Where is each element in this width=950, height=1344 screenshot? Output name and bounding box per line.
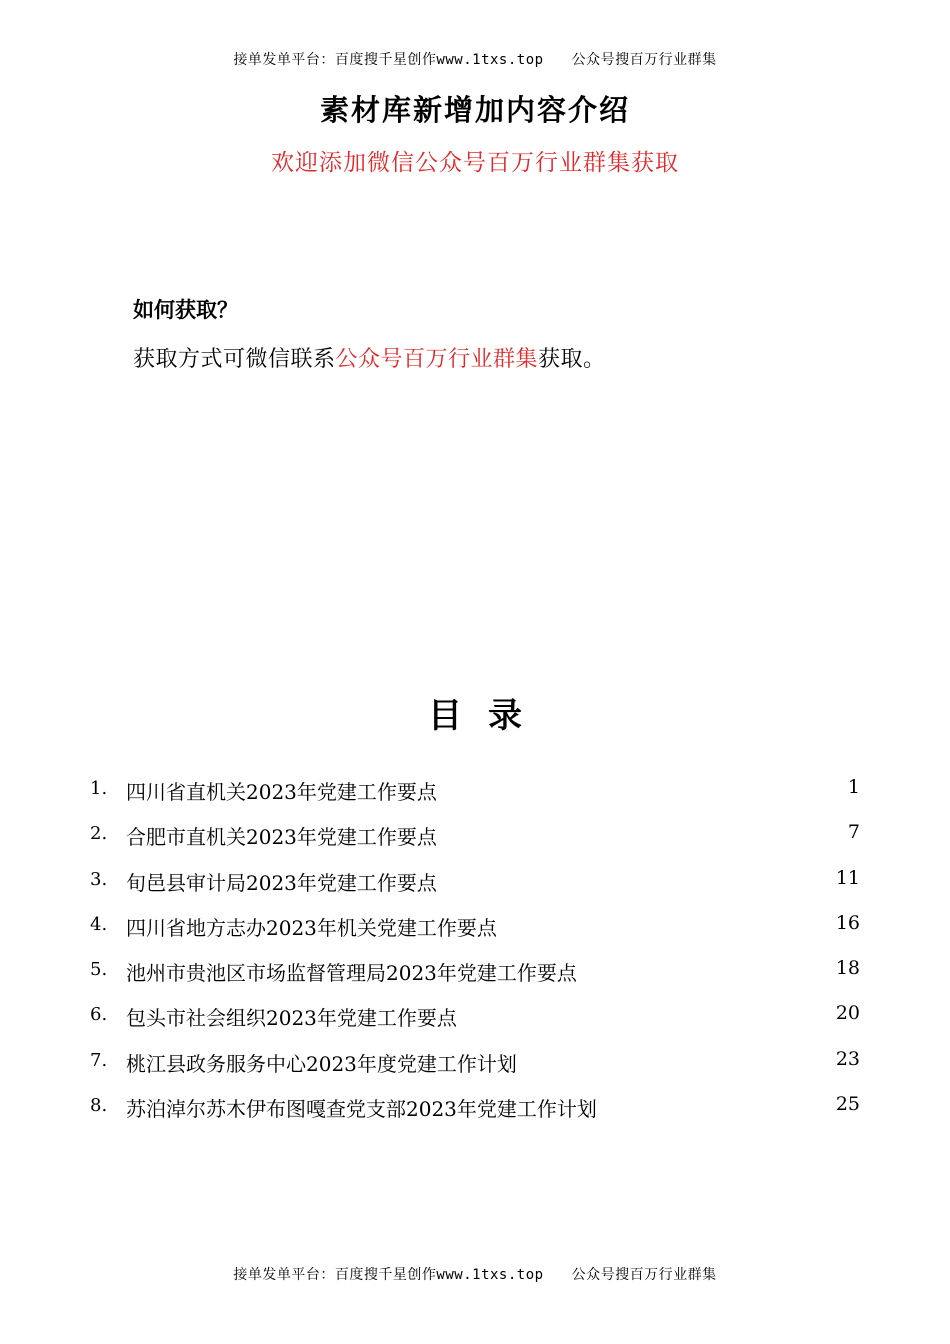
toc-entry-page: 7 [847,821,860,844]
footer-platform-text: 接单发单平台：百度搜千星创作www.1txs.top [233,1267,544,1283]
toc-entry[interactable] [0,861,950,906]
toc-entry-page: 1 [847,776,860,798]
toc-entry[interactable] [0,906,950,951]
footer-account-text: 公众号搜百万行业群集 [571,1267,717,1283]
toc-entry-number: 1. [90,778,108,799]
toc-entry[interactable] [0,815,950,860]
how-to-get-heading: 如何获取？ [133,298,238,322]
toc-entry-text: 四川省地方志办2023年机关党建工作要点 [126,915,497,940]
toc-entry[interactable] [0,951,950,996]
toc-entry-number: 5. [90,959,108,981]
page-footer [0,1264,950,1284]
page-header [0,49,950,69]
toc-title: 目录 [428,696,548,736]
toc-entry-number: 3. [90,868,108,890]
toc-entry-page: 11 [835,866,860,889]
toc-entry[interactable] [0,1087,950,1132]
how-body-highlight: 公众号百万行业群集 [335,347,539,372]
toc-entry-number: 2. [90,823,108,845]
toc-entry-number: 4. [90,913,108,935]
toc-entry-text: 旬邑县审计局2023年党建工作要点 [126,870,437,895]
toc-entry[interactable] [0,996,950,1041]
toc-entry-number: 7. [90,1049,108,1071]
toc-entry-page: 18 [835,957,860,980]
toc-entry-text: 四川省直机关2023年党建工作要点 [126,780,437,804]
toc-entry-text: 桃江县政务服务中心2023年度党建工作计划 [126,1051,517,1076]
toc-entry-page: 23 [835,1047,860,1070]
how-to-get-body [133,342,606,373]
toc-entry-page: 20 [835,1002,860,1025]
toc-entry-number: 6. [90,1004,108,1026]
how-body-suffix: 获取。 [538,347,606,372]
header-platform-text: 接单发单平台：百度搜千星创作www.1txs.top [233,52,544,68]
toc-entry[interactable] [0,1042,950,1087]
toc-entry-text: 包头市社会组织2023年党建工作要点 [126,1006,457,1031]
how-body-prefix: 获取方式可微信联系 [133,347,336,372]
document-subtitle: 欢迎添加微信公众号百万行业群集获取 [271,150,679,176]
header-account-text: 公众号搜百万行业群集 [571,52,717,68]
toc-entry-page: 16 [835,911,860,934]
toc-entry-page: 25 [835,1093,860,1116]
toc-entry[interactable] [0,770,950,815]
toc-entry-text: 合肥市直机关2023年党建工作要点 [126,825,437,850]
toc-entry-number: 8. [90,1095,108,1117]
toc-entry-text: 池州市贵池区市场监督管理局2023年党建工作要点 [126,961,577,986]
document-title: 素材库新增加内容介绍 [319,93,630,127]
toc-entry-text: 苏泊淖尔苏木伊布图嘎查党支部2023年党建工作计划 [126,1097,597,1122]
toc-list [0,770,950,1132]
